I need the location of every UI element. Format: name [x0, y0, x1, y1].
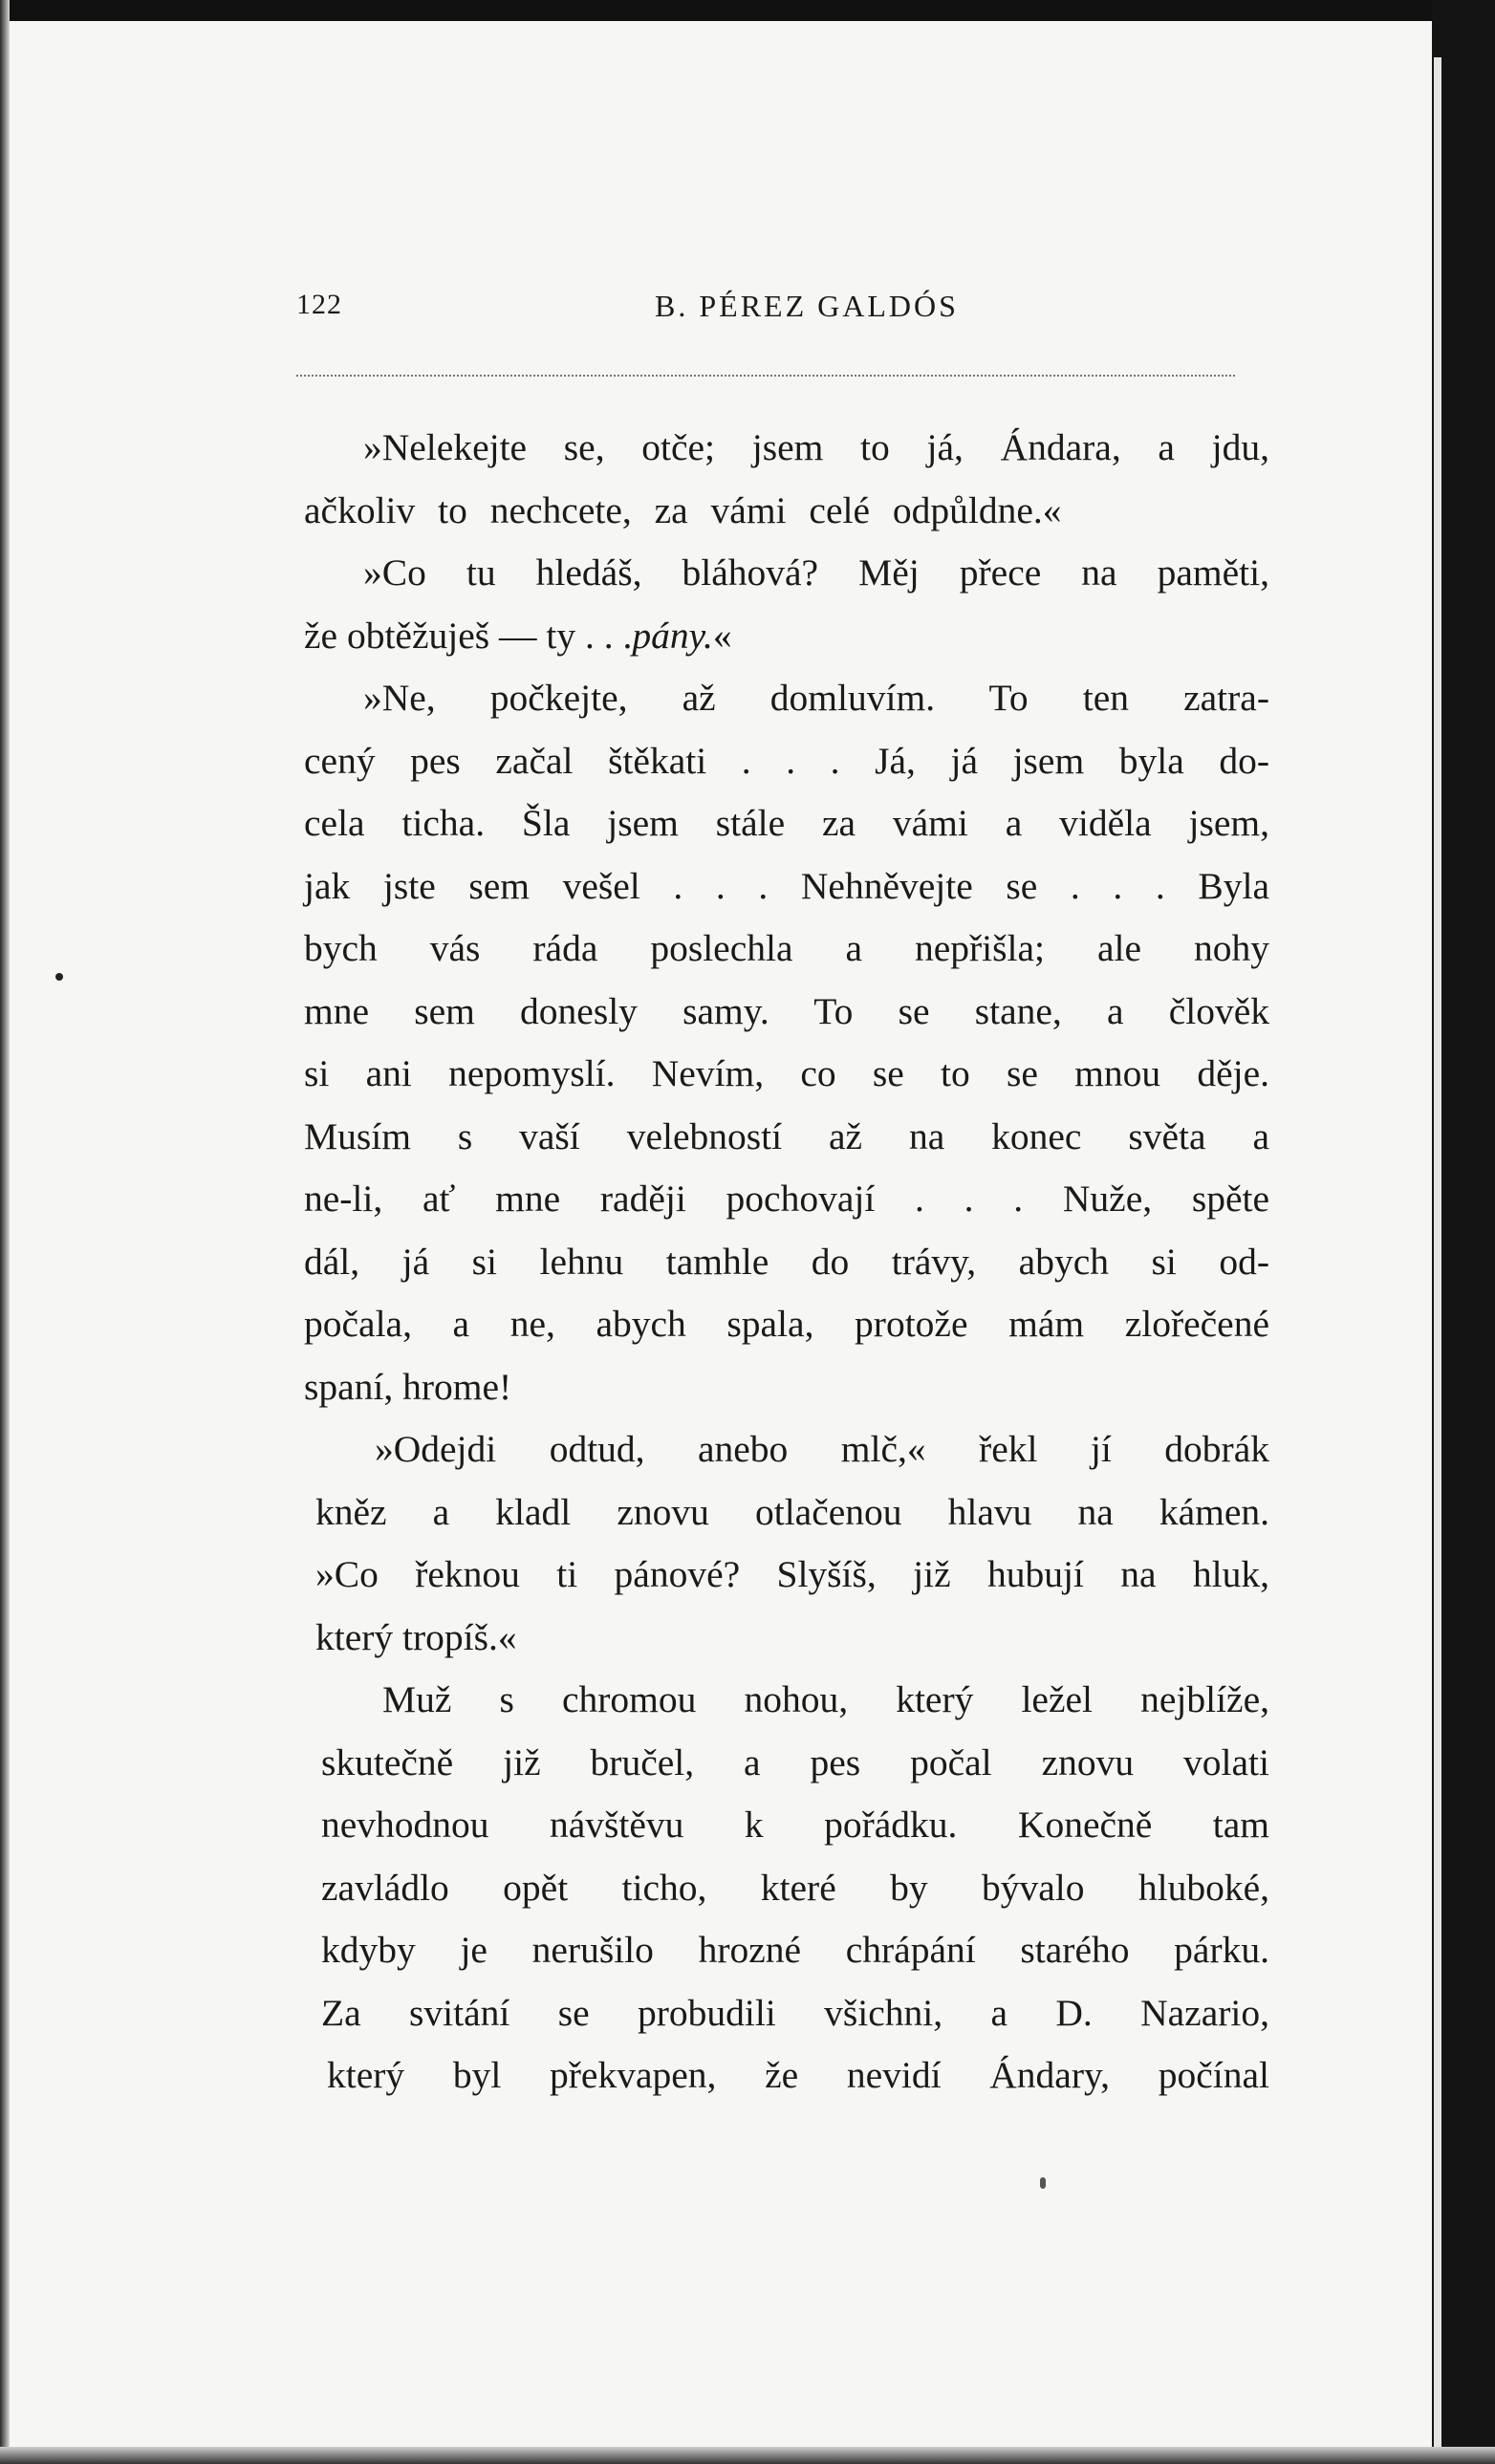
text-line: »Co řeknou ti pánové? Slyšíš, již hubují na hluk, [315, 1553, 1269, 1595]
running-head-author: B. PÉREZ GALDÓS [655, 289, 959, 323]
text-line: ačkoliv to nechcete, za vámi celé odpůldne.« [304, 488, 1062, 531]
text-fragment: že obtěžuješ — ty . . . [304, 614, 633, 657]
text-line: ne-li, ať mne raději pochovají . . . Nuže, spěte [304, 1178, 1269, 1220]
text-line [304, 605, 1269, 668]
text-line: kněz a kladl znovu otlačenou hlavu na kámen. [315, 1490, 1269, 1533]
text-line: »Nelekejte se, otče; jsem to já, Ándara, a jdu, [363, 426, 1269, 468]
text-line: »Co tu hledáš, bláhová? Měj přece na paměti, [363, 551, 1269, 594]
text-line: Muž s chromou nohou, který ležel nejblíže, [382, 1678, 1269, 1720]
body-text [304, 417, 1269, 2107]
text-fragment: « [712, 614, 732, 657]
text-line: jak jste sem vešel . . . Nehněvejte se . . . Byla [304, 864, 1269, 907]
text-line: který tropíš.« [315, 1615, 517, 1658]
text-line: mne sem donesly samy. To se stane, a člověk [304, 989, 1269, 1032]
header-rule [296, 375, 1235, 377]
text-line: který byl překvapen, že nevidí Ándary, počínal [327, 2054, 1269, 2096]
scan-bottom-border [0, 2447, 1495, 2464]
text-line: zavládlo opět ticho, které by bývalo hluboké, [321, 1866, 1269, 1909]
text-line: kdyby je nerušilo hrozné chrápání starého párku. [321, 1929, 1269, 1971]
text-line: »Odejdi odtud, anebo mlč,« řekl jí dobrák [375, 1428, 1269, 1470]
text-line: si ani nepomyslí. Nevím, co se to se mnou děje. [304, 1052, 1269, 1094]
page-number: 122 [296, 289, 342, 320]
text-line: bych vás ráda poslechla a nepřišla; ale nohy [304, 927, 1269, 969]
text-line: skutečně již bručel, a pes počal znovu volati [321, 1740, 1269, 1783]
scan-top-border [0, 0, 1495, 21]
text-line: cela ticha. Šla jsem stále za vámi a viděla jsem, [304, 802, 1269, 844]
page-header [296, 289, 1243, 331]
text-line: počala, a ne, abych spala, protože mám zlořečené [304, 1303, 1269, 1345]
text-line: Za svitání se probudili všichni, a D. Nazario, [321, 1991, 1269, 2034]
italic-word: pány. [632, 614, 713, 657]
text-line: cený pes začal štěkati . . . Já, já jsem byla do- [304, 739, 1269, 782]
text-line: dál, já si lehnu tamhle do trávy, abych si od- [304, 1240, 1269, 1283]
text-line: spaní, hrome! [304, 1365, 512, 1408]
text-line: Musím s vaší velebností až na konec světa a [304, 1114, 1269, 1157]
ink-spot [55, 973, 63, 981]
text-line: nevhodnou návštěvu k pořádku. Konečně tam [321, 1804, 1269, 1846]
ink-speck [1040, 2177, 1046, 2189]
text-line: »Ne, počkejte, až domluvím. To ten zatra- [363, 677, 1269, 719]
page-edge-highlight [1434, 57, 1441, 2447]
scan-left-border [0, 0, 10, 2464]
